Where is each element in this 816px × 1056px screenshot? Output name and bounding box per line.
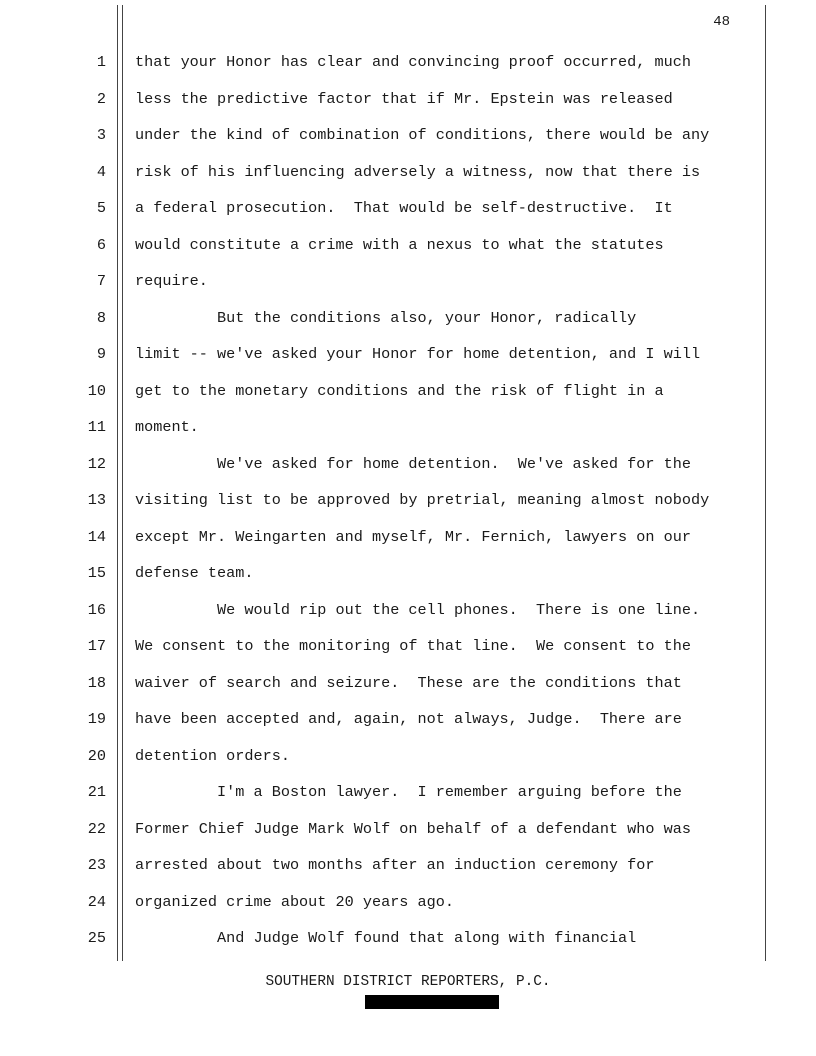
transcript-line	[0, 636, 816, 656]
transcript-line	[0, 600, 816, 620]
line-number: 12	[87, 454, 106, 473]
transcript-line	[0, 52, 816, 72]
line-number: 20	[87, 746, 106, 765]
transcript-line	[0, 89, 816, 109]
transcript-line	[0, 308, 816, 328]
line-text: defense team.	[135, 564, 254, 582]
transcript-line	[0, 746, 816, 766]
transcript-line	[0, 819, 816, 839]
transcript-line	[0, 454, 816, 474]
line-number: 21	[87, 783, 106, 801]
line-text: We've asked for home detention. We've asked for the	[135, 454, 691, 473]
line-text: Former Chief Judge Mark Wolf on behalf of a defendant who was	[135, 819, 691, 838]
line-text: get to the monetary conditions and the risk of flight in a	[135, 381, 664, 400]
line-number: 8	[96, 308, 106, 327]
line-text: But the conditions also, your Honor, radically	[135, 308, 637, 327]
line-text: risk of his influencing adversely a witness, now that there is	[135, 162, 701, 181]
line-text: have been accepted and, again, not always, Judge. There are	[135, 710, 682, 728]
line-text: organized crime about 20 years ago.	[135, 892, 454, 911]
line-text: arrested about two months after an induction ceremony for	[135, 856, 655, 874]
line-text: require.	[135, 272, 208, 290]
line-number: 1	[96, 53, 106, 71]
transcript-line	[0, 782, 816, 802]
line-text: except Mr. Weingarten and myself, Mr. Fernich, lawyers on our	[135, 527, 691, 546]
line-text: And Judge Wolf found that along with financial	[135, 929, 637, 947]
line-text: waiver of search and seizure. These are the conditions that	[135, 673, 682, 692]
line-text: moment.	[135, 418, 199, 436]
transcript-line	[0, 892, 816, 912]
transcript-line	[0, 198, 816, 218]
line-text: less the predictive factor that if Mr. Epstein was released	[135, 89, 673, 108]
line-number: 23	[87, 856, 106, 874]
line-number: 6	[96, 235, 106, 254]
line-number: 24	[87, 892, 106, 911]
line-number: 25	[87, 929, 106, 947]
line-number: 15	[87, 564, 106, 582]
line-number: 22	[87, 819, 106, 838]
transcript-line	[0, 709, 816, 729]
line-number: 7	[96, 272, 106, 290]
line-number: 3	[96, 126, 106, 144]
transcript-line	[0, 162, 816, 182]
line-number: 5	[96, 199, 106, 217]
transcript-line	[0, 855, 816, 875]
line-number: 17	[87, 637, 106, 655]
line-text: under the kind of combination of conditions, there would be any	[135, 126, 710, 144]
line-number: 4	[96, 162, 106, 181]
redaction-bar	[365, 995, 499, 1009]
line-text: detention orders.	[135, 746, 290, 765]
line-number: 18	[87, 673, 106, 692]
transcript-line	[0, 381, 816, 401]
transcript-line	[0, 527, 816, 547]
transcript-line	[0, 490, 816, 510]
line-text: I'm a Boston lawyer. I remember arguing before the	[135, 783, 682, 801]
line-text: a federal prosecution. That would be self-destructive. It	[135, 199, 673, 217]
line-number: 11	[87, 418, 106, 436]
line-text: that your Honor has clear and convincing proof occurred, much	[135, 53, 691, 71]
transcript-line	[0, 563, 816, 583]
transcript-line	[0, 928, 816, 948]
line-text: limit -- we've asked your Honor for home detention, and I will	[135, 345, 701, 363]
line-text: would constitute a crime with a nexus to what the statutes	[135, 235, 664, 254]
transcript-line	[0, 125, 816, 145]
transcript-line	[0, 417, 816, 437]
line-number: 16	[87, 600, 106, 619]
line-number: 13	[87, 491, 106, 509]
line-text: We would rip out the cell phones. There is one line.	[135, 600, 701, 619]
line-number: 10	[87, 381, 106, 400]
line-number: 19	[87, 710, 106, 728]
line-text: visiting list to be approved by pretrial, meaning almost nobody	[135, 491, 710, 509]
reporter-footer: SOUTHERN DISTRICT REPORTERS, P.C.	[265, 974, 551, 990]
line-text: We consent to the monitoring of that line. We consent to the	[135, 637, 691, 655]
transcript-line	[0, 344, 816, 364]
transcript-line	[0, 271, 816, 291]
line-number: 2	[96, 89, 106, 108]
transcript-line	[0, 235, 816, 255]
transcript-line	[0, 673, 816, 693]
page-number: 48	[713, 14, 730, 30]
line-number: 9	[96, 345, 106, 363]
line-number: 14	[87, 527, 106, 546]
